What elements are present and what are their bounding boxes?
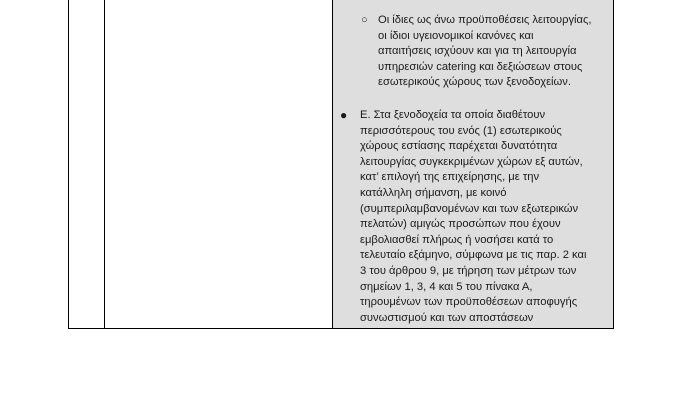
text-line: κατάλληλη σήμανση, με κοινό xyxy=(360,186,507,199)
text-line: κατ’ επιλογή της επιχείρησης, με την xyxy=(360,171,540,184)
table-cell-measures-column xyxy=(333,0,613,328)
main-bullet-item xyxy=(340,108,610,326)
text-line: τηρουμένων των προϋποθέσεων αποφυγής xyxy=(360,296,578,309)
text-line: υπηρεσιών catering και δεξιώσεων στους xyxy=(378,60,583,73)
truncated-previous-line xyxy=(379,0,443,2)
text-line: 3 του άρθρου 9, με τήρηση των μέτρων των xyxy=(360,264,577,277)
text-line: περισσότερους του ενός (1) εσωτερικούς xyxy=(360,124,562,137)
text-line: εμβολιασθεί πλήρως ή νοσήσει κατά το xyxy=(360,233,554,246)
text-line: λειτουργίας συγκεκριμένων χώρων εξ αυτών, xyxy=(360,155,583,168)
text-line: πελατών) αμιγώς προσώπων που έχουν xyxy=(360,218,561,231)
text-line: χώρους εστίασης παρέχεται δυνατότητα xyxy=(360,140,558,153)
text-line: Ε. Στα ξενοδοχεία τα οποία διαθέτουν xyxy=(360,109,546,121)
text-line: οι ίδιοι υγειονομικοί κανόνες και xyxy=(378,29,534,42)
text-line: απαιτήσεις ισχύουν και για τη λειτουργία xyxy=(378,45,577,58)
sub-bullet-item xyxy=(361,13,611,91)
table-cell-category-column xyxy=(105,0,333,328)
main-bullet-text xyxy=(360,108,610,326)
sub-bullet-text xyxy=(378,13,611,91)
text-line: (συμπεριλαμβανομένων και των εξωτερικών xyxy=(360,202,579,215)
table-cell-number-column xyxy=(69,0,105,328)
text-line: τελευταίο εξάμηνο, σύμφωνα με τις παρ. 2 και xyxy=(360,249,587,262)
filled-circle-bullet-icon: ● xyxy=(340,108,348,122)
text-line: Οι ίδιες ως άνω προϋποθέσεις λειτουργίας, xyxy=(378,14,592,26)
document-table xyxy=(68,0,614,329)
text-line: συνωστισμού και των αποστάσεων xyxy=(360,311,534,324)
text-line: σημείων 1, 3, 4 και 5 του πίνακα Α, xyxy=(360,280,533,293)
hollow-circle-bullet-icon: ○ xyxy=(361,14,368,26)
text-line: εσωτερικούς χώρους των ξενοδοχείων. xyxy=(378,76,571,89)
